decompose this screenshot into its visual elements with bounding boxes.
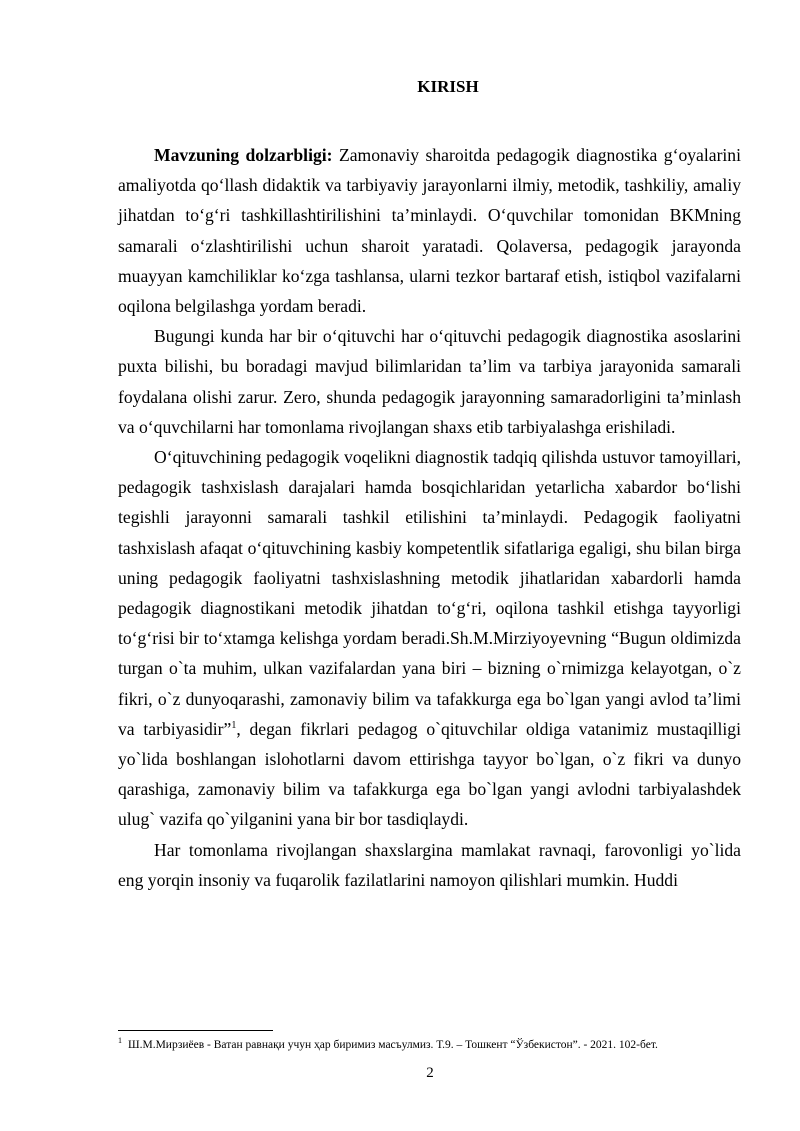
footnote-separator bbox=[118, 1030, 273, 1031]
page-title: KIRISH bbox=[417, 77, 479, 96]
footnote-marker: 1 bbox=[118, 1036, 122, 1045]
body-text bbox=[118, 140, 741, 895]
paragraph-3 bbox=[118, 442, 741, 835]
paragraph-relevance bbox=[118, 140, 741, 321]
page-number: 2 bbox=[426, 1065, 434, 1081]
paragraph-3-continuation: , degan fikrlari pedagog o`qituvchilar oldiga vatanimiz mustaqilligi yo`lida boshlangan islohotlarni davom ettirishga tayyor bo`lgan, o`z fikri va dunyo qarashiga, zamonaviy bilim va tafakkurga ega bo`lgan yangi avlodni tarbiyalashdek ulug` vazifa qo`yilganini yana bir bor tasdiqlaydi. bbox=[118, 718, 741, 830]
relevance-lead: Mavzuning dolzarbligi: bbox=[154, 145, 333, 165]
footnote-text: Ш.М.Мирзиёев - Ватан равнақи учун ҳар биримиз масъулмиз. Т.9. – Тошкент “Ўзбекистон”. - 2021. 102-бет. bbox=[128, 1039, 658, 1051]
footnote-reference[interactable]: 1 bbox=[231, 719, 237, 731]
footnote bbox=[118, 1037, 758, 1053]
paragraph-3-text: O‘qituvchining pedagogik voqelikni diagnostik tadqiq qilishda ustuvor tamoyillari, pedagogik tashxislash darajalari hamda bosqichlaridan yetarlicha xabardor bo‘lishi tegishli jarayonni samarali tashkil etilishini ta’minlaydi. Pedagogik faoliyatni tashxislash afaqat o‘qituvchining kasbiy kompetentlik sifatlariga egaligi, shu bilan birga uning pedagogik faoliyatni tashxislashning metodik jihatlaridan xabardorli hamda pedagogik diagnostikani metodik jihatdan to‘g‘ri, oqilona tashkil etishga tayyorligi to‘g‘risi bir to‘xtamga kelishga yordam beradi.Sh.M.Mirziyoyevning “Bugun oldimizda turgan o`ta muhim, ulkan vazifalardan yana biri – bizning o`rnimizga kelayotgan, o`z fikri, o`z dunyoqarashi, zamonaviy bilim va tafakkurga ega bo`lgan yangi avlod ta’limi va tarbiyasidir” bbox=[118, 447, 741, 739]
paragraph-2: Bugungi kunda har bir o‘qituvchi har o‘qituvchi pedagogik diagnostika asoslarini puxta bilishi, bu boradagi mavjud bilimlaridan ta’lim va tarbiya jarayonida samarali foydalana olishi zarur. Zero, shunda pedagogik jarayonning samaradorligini ta’minlash va o‘quvchilarni har tomonlama rivojlangan shaxs etib tarbiyalashga erishiladi. bbox=[118, 326, 741, 437]
relevance-text: Zamonaviy sharoitda pedagogik diagnostika g‘oyalarini amaliyotda qo‘llash didaktik va tarbiyaviy jarayonlarni ilmiy, metodik, tashkiliy, amaliy jihatdan to‘g‘ri tashkillashtirilishini ta’minlaydi. O‘quvchilar tomonidan BKMning samarali o‘zlashtirilishi uchun sharoit yaratadi. Qolaversa, pedagogik jarayonda muayyan kamchiliklar ko‘zga tashlansa, ularni tezkor bartaraf etish, istiqbol vazifalarni oqilona belgilashga yordam beradi. bbox=[118, 145, 741, 317]
paragraph-4: Har tomonlama rivojlangan shaxslargina mamlakat ravnaqi, farovonligi yo`lida eng yorqin insoniy va fuqarolik fazilatlarini namoyon qilishlari mumkin. Huddi bbox=[118, 839, 741, 890]
